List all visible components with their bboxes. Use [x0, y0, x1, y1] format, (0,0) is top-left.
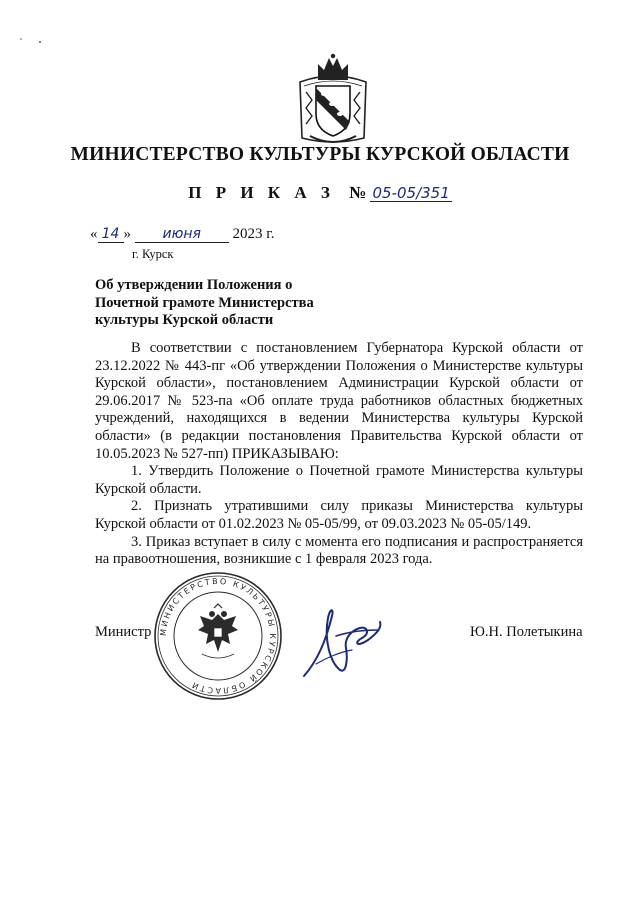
order-number-sign: №	[349, 183, 367, 202]
subject-line: Почетной грамоте Министерства	[95, 294, 314, 311]
city-label: г. Курск	[132, 247, 174, 261]
order-subject	[95, 277, 314, 330]
date-close-quote: »	[123, 226, 131, 242]
body-paragraph-item-2: 2. Признать утратившими силу приказы Министерства культуры Курской области от 01.02.2023 № 05-05/99, от 09.03.2023 № 05-05/149.	[95, 498, 583, 532]
coat-of-arms-icon	[296, 52, 370, 148]
order-heading	[0, 183, 640, 203]
signatory-title: Министр	[95, 624, 152, 640]
date-month: июня	[135, 226, 229, 243]
subject-line: Об утверждении Положения о	[95, 277, 293, 293]
signature-icon	[296, 600, 386, 682]
date-day: 14	[98, 226, 124, 243]
date-year: 2023 г.	[232, 226, 275, 242]
ministry-title: МИНИСТЕРСТВО КУЛЬТУРЫ КУРСКОЙ ОБЛАСТИ	[70, 144, 570, 165]
order-number: 05-05/351	[372, 184, 450, 202]
order-body	[95, 340, 583, 569]
scan-specks	[18, 36, 42, 46]
body-paragraph-item-1: 1. Утвердить Положение о Почетной грамоте Министерства культуры Курской области.	[95, 463, 583, 497]
order-doc-type: П Р И К А З	[188, 183, 335, 202]
body-paragraph-preamble: В соответствии с постановлением Губернатора Курской области от 23.12.2022 № 443-пг «Об утверждении Положения о Министерстве культуры Курской области», постановлением Администрации Курской области от 29.06.2017 № 523-па «Об оплате труда работников областных бюджетных учреждений, находящихся в ведении Министерства культуры Курской области» (в редакции постановления Правительства Курской области от 10.05.2023 № 527-пп) ПРИКАЗЫВАЮ:	[95, 340, 583, 462]
seal-text: МИНИСТЕРСТВО КУЛЬТУРЫ КУРСКОЙ ОБЛАСТИ	[158, 576, 278, 696]
order-date	[90, 226, 274, 243]
date-open-quote: «	[90, 226, 98, 242]
official-seal-icon	[152, 570, 284, 702]
subject-line: культуры Курской области	[95, 312, 274, 328]
body-paragraph-item-3: 3. Приказ вступает в силу с момента его подписания и распространяется на правоотношения, возникшие с 1 февраля 2023 года.	[95, 533, 583, 568]
signatory-name: Ю.Н. Полетыкина	[470, 624, 583, 640]
